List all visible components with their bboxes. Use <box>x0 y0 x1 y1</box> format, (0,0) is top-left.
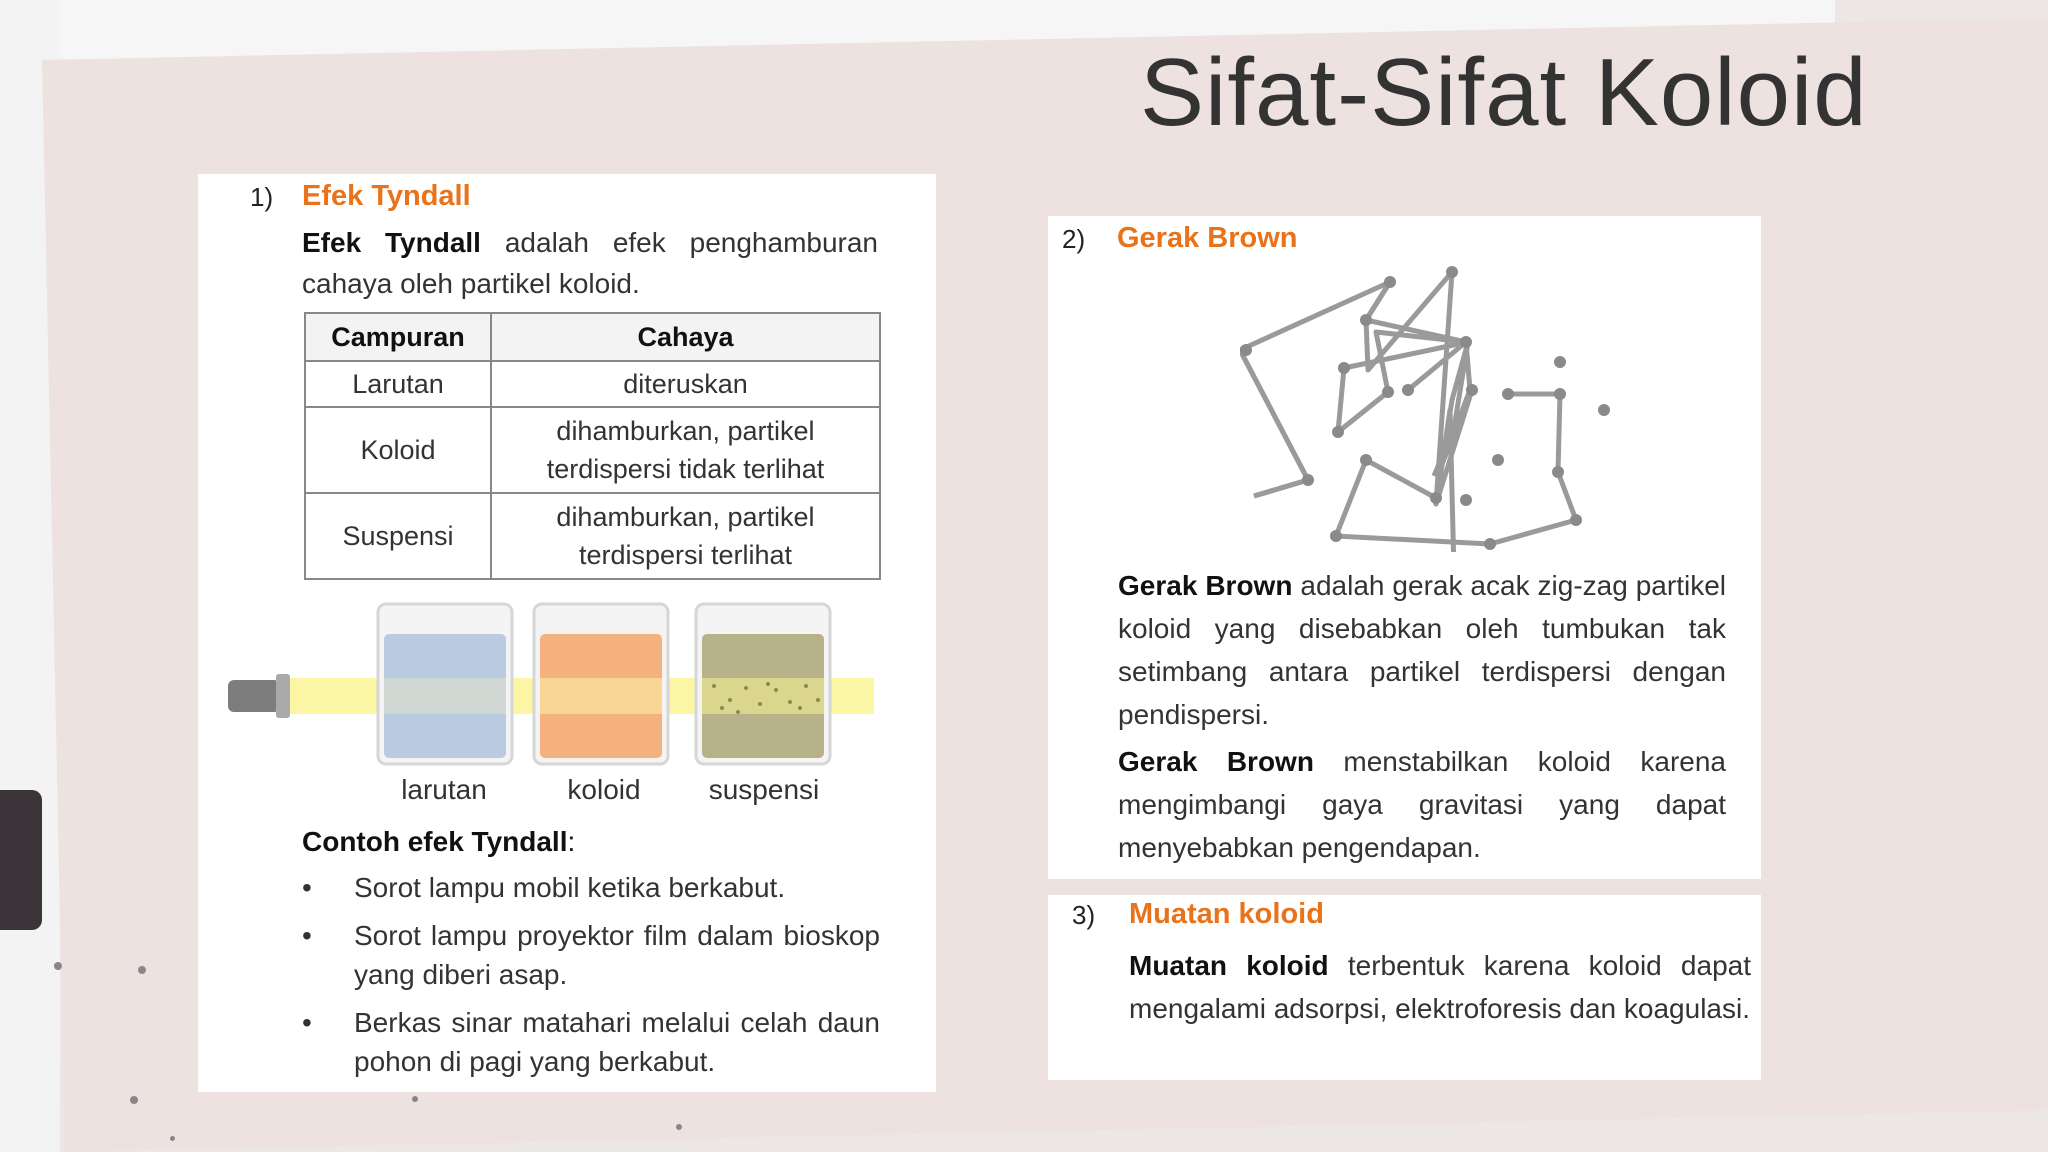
bullet: • <box>302 920 312 951</box>
decorative-dot <box>54 962 62 970</box>
decorative-dot <box>130 1096 138 1104</box>
section-number: 1) <box>250 182 274 212</box>
table-row <box>305 361 880 407</box>
definition-term: Gerak Brown <box>1118 746 1314 777</box>
brownian-path <box>1240 350 1308 496</box>
brownian-path <box>1336 460 1436 536</box>
list-item-text: Berkas sinar matahari melalui celah daun pohon di pagi yang berkabut. <box>354 1007 880 1077</box>
table-cell: Larutan <box>305 361 491 407</box>
definition-text: adalah efek penghamburan cahaya oleh partikel koloid. <box>302 227 879 299</box>
cell-line: terdispersi terlihat <box>578 540 793 570</box>
cell-line: terdispersi tidak terlihat <box>546 454 825 484</box>
decorative-dot <box>138 966 146 974</box>
definition-text: terbentuk karena koloid dapat mengalami adsorpsi, elektroforesis dan koagulasi. <box>1129 950 1752 1024</box>
label-koloid: koloid <box>567 774 641 805</box>
table-cell <box>491 407 880 493</box>
label-suspensi: suspensi <box>708 774 820 805</box>
muatan-koloid-definition <box>1129 944 1751 1030</box>
flashlight-head <box>276 674 290 718</box>
brownian-path <box>1336 472 1576 544</box>
definition-text: menstabilkan koloid karena mengimbangi gaya gravitasi yang dapat menyebabkan pengendapan. <box>1118 746 1726 863</box>
bullet: • <box>302 1007 312 1038</box>
brownian-path <box>1508 394 1560 472</box>
list-item <box>300 868 880 907</box>
section-number: 3) <box>1072 900 1096 930</box>
brownian-motion-diagram <box>1240 262 1620 552</box>
examples-title-colon: : <box>567 826 576 857</box>
section-heading: Efek Tyndall <box>302 180 471 212</box>
table-cell: Koloid <box>305 407 491 493</box>
list-item <box>300 1003 880 1081</box>
table-cell: Suspensi <box>305 493 491 579</box>
examples-title-text: Contoh efek Tyndall <box>302 826 568 857</box>
label-larutan: larutan <box>401 774 487 805</box>
beam-through-larutan <box>384 678 506 714</box>
flashlight-icon <box>228 680 280 712</box>
definition-term: Gerak Brown <box>1118 570 1293 601</box>
tyndall-table <box>304 312 881 580</box>
definition-term: Muatan koloid <box>1129 950 1329 981</box>
decorative-dot <box>170 1136 175 1141</box>
section-heading: Muatan koloid <box>1129 898 1324 930</box>
tyndall-illustration <box>220 596 880 776</box>
section-heading: Gerak Brown <box>1117 222 1298 254</box>
list-item-text: Sorot lampu proyektor film dalam bioskop yang diberi asap. <box>354 920 880 990</box>
list-item <box>300 916 880 994</box>
beam-through-koloid <box>540 678 662 714</box>
table-row <box>305 407 880 493</box>
decorative-dot <box>412 1096 418 1102</box>
table-cell <box>491 493 880 579</box>
section-number: 2) <box>1062 224 1086 254</box>
gerak-brown-stabilization <box>1118 740 1726 869</box>
page-title: Sifat-Sifat Koloid <box>1140 39 1868 146</box>
table-cell: diteruskan <box>491 361 880 407</box>
table-row <box>305 493 880 579</box>
definition-term: Efek Tyndall <box>302 227 481 258</box>
decorative-rock <box>0 790 42 930</box>
tyndall-definition <box>302 222 878 304</box>
gerak-brown-definition <box>1118 564 1726 736</box>
examples-list <box>300 868 880 1090</box>
table-header: Cahaya <box>491 313 880 361</box>
examples-title <box>302 826 575 858</box>
brownian-particles <box>1240 266 1610 550</box>
cell-line: dihamburkan, partikel <box>556 416 815 446</box>
table-header: Campuran <box>305 313 491 361</box>
definition-text: adalah gerak acak zig-zag partikel koloid yang disebabkan oleh tumbukan tak setimbang antara partikel terdispersi dengan pendispersi. <box>1118 570 1726 730</box>
table-header-row <box>305 313 880 361</box>
list-item-text: Sorot lampu mobil ketika berkabut. <box>354 872 786 903</box>
bullet: • <box>302 872 312 903</box>
decorative-dot <box>676 1124 682 1130</box>
cell-line: dihamburkan, partikel <box>556 502 815 532</box>
